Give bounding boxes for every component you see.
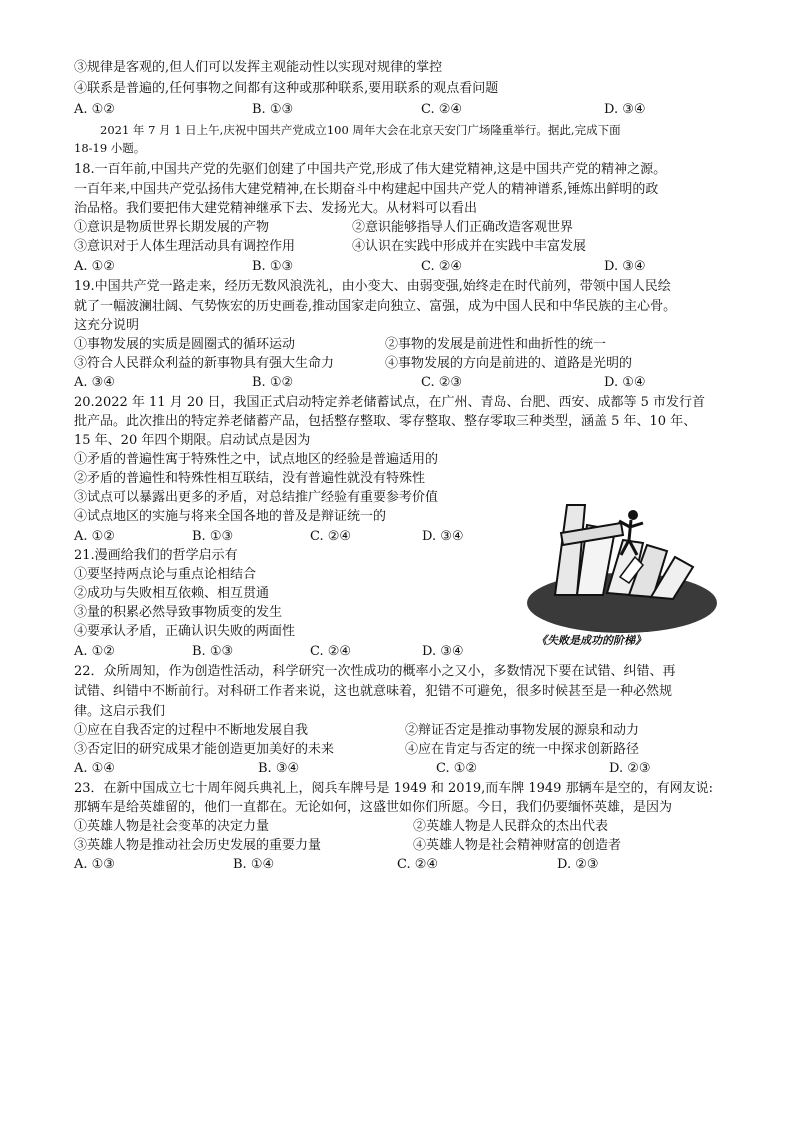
q19-statement-2: ②事物的发展是前进性和曲折性的统一 — [385, 337, 607, 352]
q23-stem-line-2: 那辆车是给英雄留的，他们一直都在。无论如何，这盛世如你们所愿。今日，我们仍要缅怀英雄，是因为 — [74, 800, 673, 815]
q23-option-b: B. ①④ — [233, 857, 275, 872]
q23-statement-1: ①英雄人物是社会变革的决定力量 — [74, 819, 270, 834]
q18-stem-line-3: 治品格。我们要把伟大建党精神继承下去、发扬光大。从材料可以看出 — [74, 201, 478, 216]
q18-statement-2: ②意识能够指导人们正确改造客观世界 — [352, 220, 574, 235]
q19-option-a: A. ③④ — [74, 375, 115, 390]
q19-stem-line-1: 19.中国共产党一路走来，经历无数风浪洗礼，由小变大、由弱变强,始终走在时代前列，带领中国人民绘 — [74, 279, 671, 294]
q23-statement-2: ②英雄人物是人民群众的杰出代表 — [413, 819, 609, 834]
cartoon-climber-head — [628, 510, 638, 520]
q20-statement-4: ④试点地区的实施与将来全国各地的普及是辩证统一的 — [74, 509, 387, 524]
q22-stem-line-1: 22．众所周知，作为创造性活动，科学研究一次性成功的概率小之又小，多数情况下要在试错、纠错、再 — [74, 664, 676, 679]
q18-statement-3: ③意识对于人体生理活动具有调控作用 — [74, 239, 296, 254]
q18-option-b: B. ①③ — [252, 259, 294, 274]
q18-option-a: A. ①② — [74, 259, 115, 274]
q21-statement-3: ③量的积累必然导致事物质变的发生 — [74, 605, 283, 620]
q22-statement-2: ②辩证否定是推动事物发展的源泉和动力 — [405, 723, 640, 738]
q20-statement-2: ②矛盾的普遍性和特殊性相互联结，没有普遍性就没有特殊性 — [74, 471, 426, 486]
q17-option-a: A. ①② — [74, 102, 115, 117]
q20-option-c: C. ②④ — [310, 529, 352, 544]
q20-option-d: D. ③④ — [422, 529, 464, 544]
cartoon-caption: 《失败是成功的阶梯》 — [536, 634, 646, 647]
q19-option-c: C. ②③ — [421, 375, 463, 390]
q22-statement-4: ④应在肯定与否定的统一中探求创新路径 — [405, 742, 640, 757]
q22-option-d: D. ②③ — [609, 761, 651, 776]
q21-option-b: B. ①③ — [192, 644, 234, 659]
q18-option-d: D. ③④ — [604, 259, 646, 274]
q21-statement-4: ④要承认矛盾，正确认识失败的两面性 — [74, 624, 296, 639]
q20-statement-1: ①矛盾的普遍性寓于特殊性之中，试点地区的经验是普遍适用的 — [74, 452, 439, 467]
q19-option-b: B. ①② — [252, 375, 294, 390]
q20-statement-3: ③试点可以暴露出更多的矛盾，对总结推广经验有重要参考价值 — [74, 490, 439, 505]
q23-statement-3: ③英雄人物是推动社会历史发展的重要力量 — [74, 838, 322, 853]
q22-option-b: B. ③④ — [258, 761, 300, 776]
q21-statement-1: ①要坚持两点论与重点论相结合 — [74, 567, 257, 582]
intro-line-1: 2021 年 7 月 1 日上午,庆祝中国共产党成立100 周年大会在北京天安门广场隆重举行。据此,完成下面 — [100, 123, 621, 137]
q18-statement-4: ④认识在实践中形成并在实践中丰富发展 — [352, 239, 587, 254]
q22-option-a: A. ①④ — [74, 761, 115, 776]
q17-option-c: C. ②④ — [421, 102, 463, 117]
q20-option-b: B. ①③ — [192, 529, 234, 544]
q20-option-a: A. ①② — [74, 529, 115, 544]
q19-statement-3: ③符合人民群众利益的新事物具有强大生命力 — [74, 356, 335, 371]
q23-option-c: C. ②④ — [397, 857, 439, 872]
q19-stem-line-3: 这充分说明 — [74, 318, 140, 333]
q21-option-c: C. ②④ — [310, 644, 352, 659]
intro-line-2: 18-19 小题。 — [74, 141, 146, 155]
q22-option-c: C. ①② — [436, 761, 478, 776]
q17-option-b: B. ①③ — [252, 102, 294, 117]
cartoon-illustration — [525, 485, 720, 650]
q21-statement-2: ②成功与失败相互依赖、相互贯通 — [74, 586, 270, 601]
q20-stem-line-2: 批产品。此次推出的特定养老储蓄产品，包括整存整取、零存整取、整存零取三种类型，涵盖 5 年、10 年、 — [74, 414, 697, 429]
q23-stem-line-1: 23．在新中国成立七十周年阅兵典礼上，阅兵车牌号是 1949 和 2019,而车牌 1949 那辆车是空的，有网友说: — [74, 781, 713, 796]
q22-statement-1: ①应在自我否定的过程中不断地发展自我 — [74, 723, 309, 738]
q19-statement-4: ④事物发展的方向是前进的、道路是光明的 — [385, 356, 633, 371]
q19-stem-line-2: 就了一幅波澜壮阔、气势恢宏的历史画卷,推动国家走向独立、富强，成为中国人民和中华民族的主心骨。 — [74, 299, 677, 314]
q22-statement-3: ③否定旧的研究成果才能创造更加美好的未来 — [74, 742, 335, 757]
q17-statement-3: ③规律是客观的,但人们可以发挥主观能动性以实现对规律的掌控 — [74, 60, 443, 75]
q20-stem-line-1: 20.2022 年 11 月 20 日，我国正式启动特定养老储蓄试点，在广州、青岛、台肥、西安、成都等 5 市发行首 — [74, 395, 706, 410]
q17-option-d: D. ③④ — [604, 102, 646, 117]
q20-stem-line-3: 15 年、20 年四个期限。启动试点是因为 — [74, 433, 311, 448]
q22-stem-line-3: 律。这启示我们 — [74, 704, 166, 719]
q18-stem-line-2: 一百年来,中国共产党弘扬伟大建党精神,在长期奋斗中构建起中国共产党人的精神谱系,锤炼出鲜明的政 — [74, 182, 659, 197]
q23-statement-4: ④英雄人物是社会精神财富的创造者 — [413, 838, 622, 853]
q18-option-c: C. ②④ — [421, 259, 463, 274]
q17-statement-4: ④联系是普遍的,任何事物之间都有这种或那种联系,要用联系的观点看问题 — [74, 81, 499, 96]
q21-stem-line-1: 21.漫画给我们的哲学启示有 — [74, 548, 238, 563]
q18-statement-1: ①意识是物质世界长期发展的产物 — [74, 220, 270, 235]
q18-stem-line-1: 18.一百年前,中国共产党的先驱们创建了中国共产党,形成了伟大建党精神,这是中国共产党的精神之源。 — [74, 162, 667, 177]
q22-stem-line-2: 试错、纠错中不断前行。对科研工作者来说，这也就意味着，犯错不可避免，很多时候甚至是一种必然规 — [74, 684, 673, 699]
q19-statement-1: ①事物发展的实质是圆圈式的循环运动 — [74, 337, 296, 352]
q23-option-a: A. ①③ — [74, 857, 115, 872]
q21-option-a: A. ①② — [74, 644, 115, 659]
q19-option-d: D. ①④ — [604, 375, 646, 390]
q21-option-d: D. ③④ — [422, 644, 464, 659]
q23-option-d: D. ②③ — [557, 857, 599, 872]
